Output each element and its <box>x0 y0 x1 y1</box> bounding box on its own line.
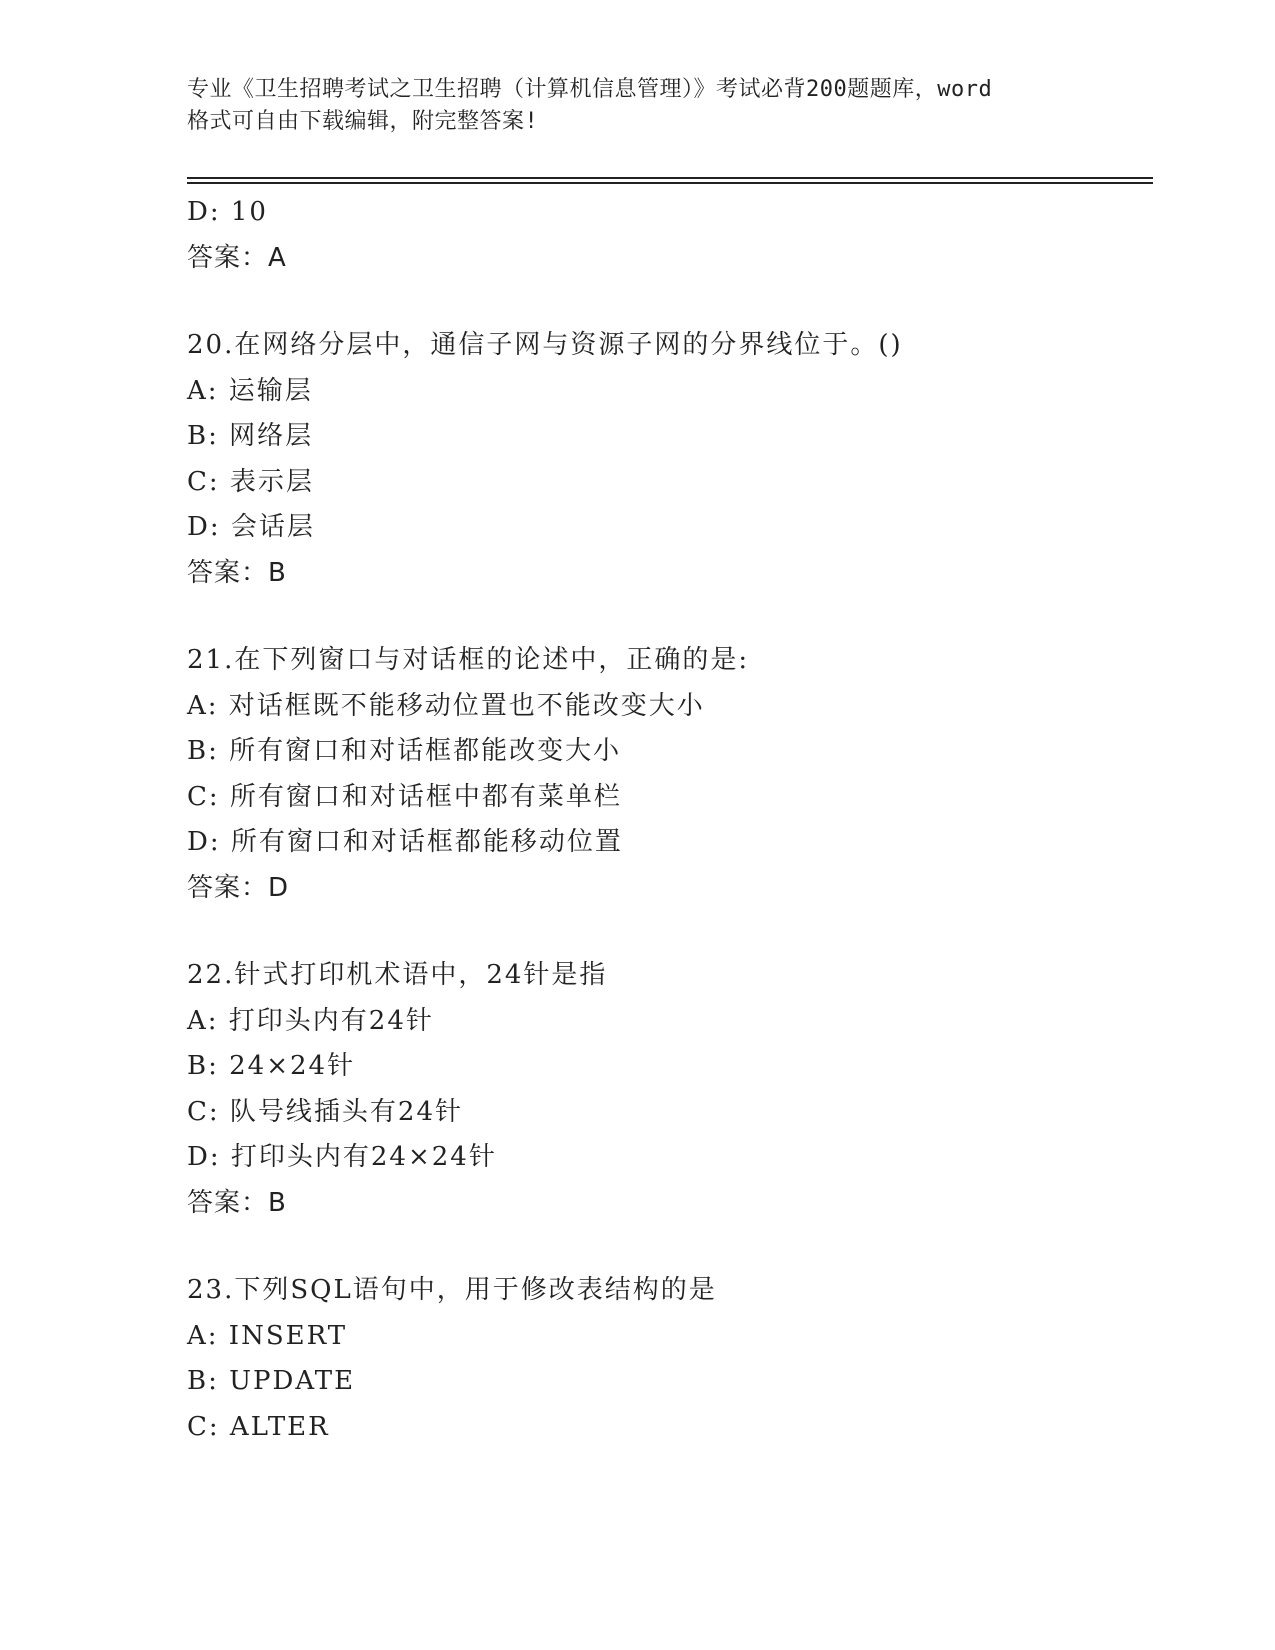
spacer <box>187 281 1147 323</box>
option-a: A: 运输层 <box>187 375 313 406</box>
question-block-20 <box>187 323 1147 596</box>
answer-line: 答案：A <box>187 242 287 273</box>
option-c: C: ALTER <box>187 1411 330 1442</box>
option-d: D: 打印头内有24×24针 <box>187 1142 497 1172</box>
spacer <box>187 596 1147 638</box>
question-block-previous <box>187 190 1147 281</box>
question-text: 23.下列SQL语句中，用于修改表结构的是 <box>187 1275 717 1305</box>
question-block-21 <box>187 638 1147 911</box>
option-a: A: 打印头内有24针 <box>187 1005 434 1036</box>
option-c: C: 所有窗口和对话框中都有菜单栏 <box>187 781 622 812</box>
answer-line: 答案：B <box>187 1187 287 1218</box>
option-a: A: INSERT <box>187 1320 348 1351</box>
header-divider-top <box>187 177 1153 179</box>
spacer <box>187 1226 1147 1268</box>
option-b: B: UPDATE <box>187 1366 356 1396</box>
document-header <box>187 74 1087 138</box>
answer-line: 答案：B <box>187 557 287 588</box>
header-divider-bottom <box>187 182 1153 184</box>
question-list <box>187 190 1147 1450</box>
question-text: 21.在下列窗口与对话框的论述中，正确的是: <box>187 645 750 675</box>
question-block-22 <box>187 953 1147 1226</box>
question-text: 20.在网络分层中，通信子网与资源子网的分界线位于。() <box>187 330 903 360</box>
option-d: D: 10 <box>187 197 268 227</box>
option-d: D: 所有窗口和对话框都能移动位置 <box>187 827 623 857</box>
option-b: B: 网络层 <box>187 421 314 451</box>
header-line-2: 格式可自由下载编辑，附完整答案! <box>187 109 539 134</box>
option-c: C: 队号线插头有24针 <box>187 1096 464 1127</box>
question-text: 22.针式打印机术语中，24针是指 <box>187 960 608 990</box>
option-b: B: 所有窗口和对话框都能改变大小 <box>187 736 622 766</box>
option-d: D: 会话层 <box>187 512 315 542</box>
answer-line: 答案：D <box>187 872 290 903</box>
option-a: A: 对话框既不能移动位置也不能改变大小 <box>187 690 705 721</box>
spacer <box>187 911 1147 953</box>
option-b: B: 24×24针 <box>187 1051 356 1081</box>
header-line-1: 专业《卫生招聘考试之卫生招聘（计算机信息管理）》考试必背200题题库，word <box>187 77 993 102</box>
question-block-23 <box>187 1268 1147 1450</box>
option-c: C: 表示层 <box>187 466 314 497</box>
